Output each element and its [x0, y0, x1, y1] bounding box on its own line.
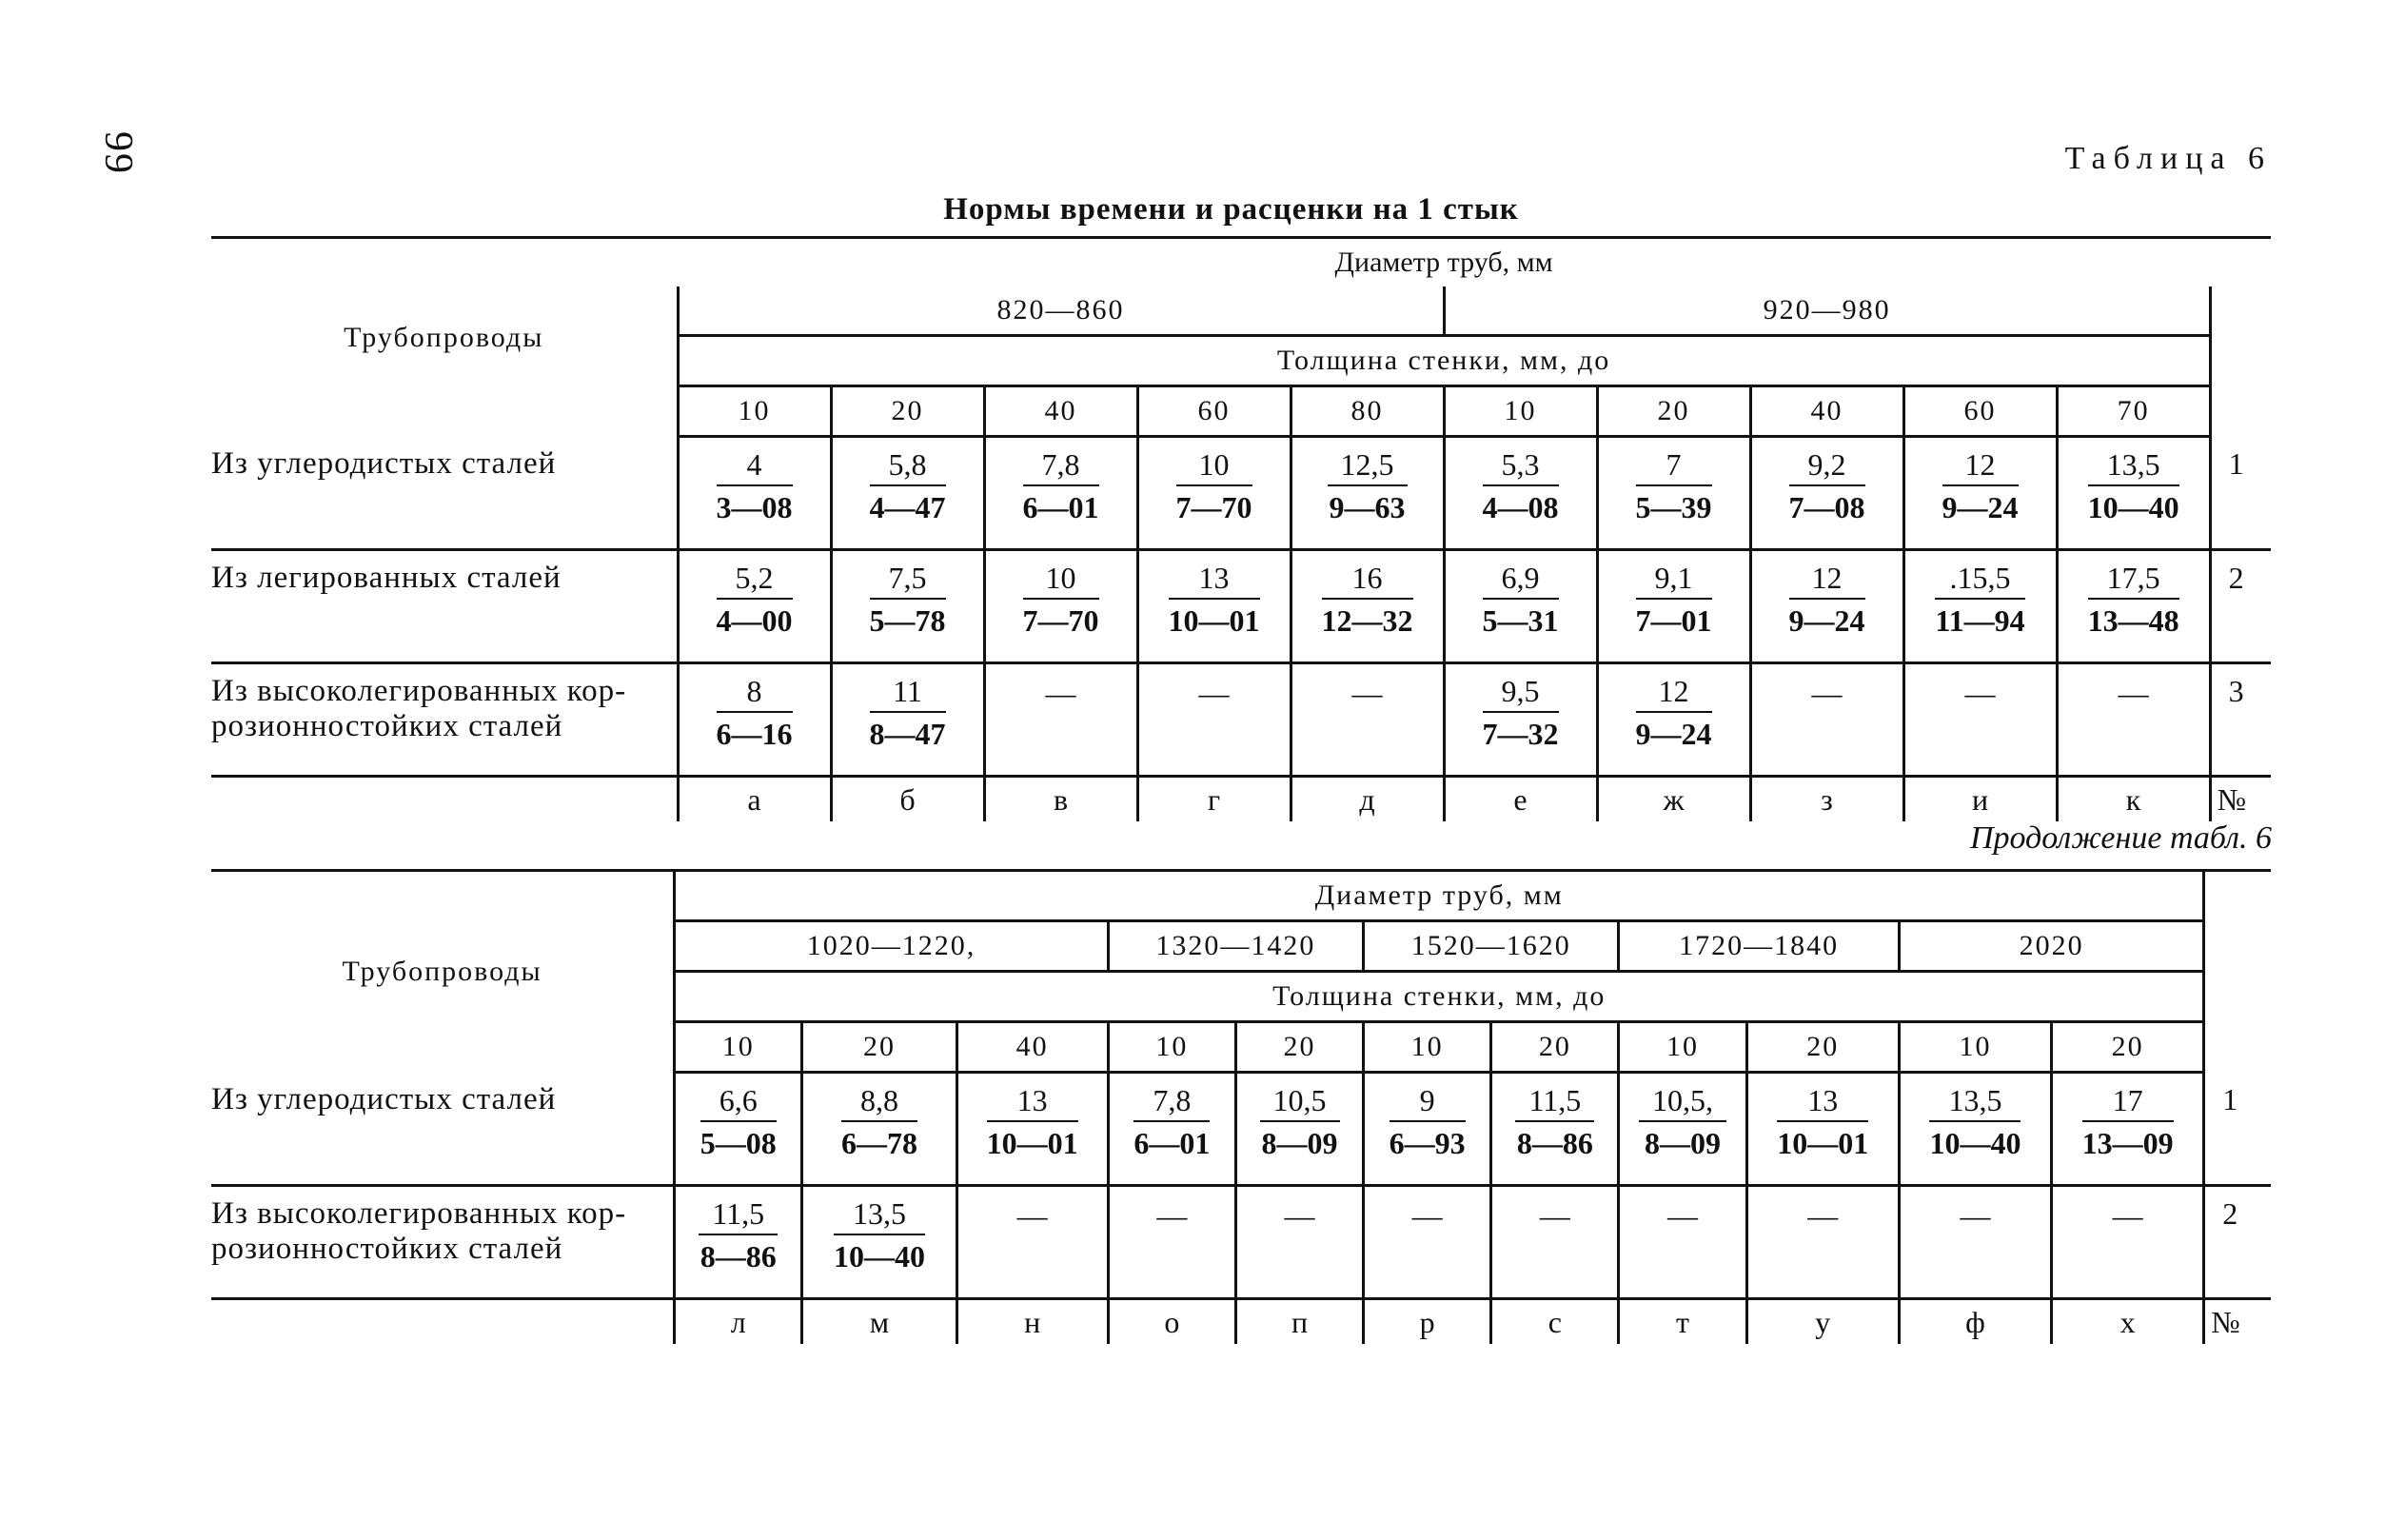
rate-value: 10—01 [1168, 602, 1260, 638]
row-name: Из углеродистых сталей [211, 437, 678, 550]
time-rate-fraction [717, 561, 793, 641]
thickness-value: 10 [1108, 1022, 1235, 1073]
norm-cell [2057, 437, 2210, 550]
time-norm: 8 [717, 674, 793, 713]
norm-cell [1491, 1186, 1619, 1299]
time-rate-fraction [2082, 1083, 2174, 1163]
time-rate-fraction [870, 447, 946, 527]
time-norm: 9,5 [1483, 674, 1559, 713]
rate-value: 5—08 [700, 1125, 777, 1160]
page-number: 99 [96, 131, 140, 175]
norm-cell [1750, 437, 1903, 550]
norm-cell [675, 1073, 802, 1186]
time-norm: 12 [1636, 674, 1712, 713]
rate-value: 6—93 [1389, 1125, 1466, 1160]
norm-cell [1746, 1186, 1899, 1299]
norm-cell [984, 663, 1137, 777]
rate-value: 4—00 [716, 602, 793, 638]
norm-cell [831, 550, 984, 663]
norm-cell [2057, 550, 2210, 663]
time-rate-fraction [1483, 447, 1559, 527]
time-norm: 12 [1789, 561, 1865, 600]
norm-cell [675, 1186, 802, 1299]
time-rate-fraction [2088, 447, 2179, 527]
norm-cell [1235, 1073, 1363, 1186]
norm-cell [1291, 550, 1444, 663]
rate-value: 12—32 [1321, 602, 1413, 638]
thickness-value: 60 [1137, 386, 1291, 437]
time-rate-fraction [1023, 561, 1099, 641]
row-number: 1 [2204, 1073, 2271, 1186]
time-norm: .15,5 [1935, 561, 2024, 600]
time-norm: 10,5 [1260, 1083, 1340, 1122]
time-rate-fraction [700, 1083, 777, 1163]
empty-dash: — [1016, 1198, 1048, 1233]
norm-cell [1444, 663, 1597, 777]
norm-cell [1235, 1186, 1363, 1299]
empty-dash: — [1811, 676, 1843, 710]
rate-value: 7—32 [1482, 716, 1559, 751]
norm-cell [802, 1073, 956, 1186]
time-rate-fraction [1328, 447, 1408, 527]
norm-cell [956, 1186, 1108, 1299]
time-rate-fraction [1176, 447, 1252, 527]
thickness-value: 20 [1746, 1022, 1899, 1073]
time-norm: 4 [717, 447, 793, 486]
column-letter: с [1491, 1299, 1619, 1345]
time-norm: 11 [870, 674, 946, 713]
column-letter: г [1137, 777, 1291, 822]
thickness-value: 20 [802, 1022, 956, 1073]
time-rate-fraction [1134, 1083, 1210, 1163]
norm-cell [1746, 1073, 1899, 1186]
time-rate-fraction [1929, 1083, 2021, 1163]
norm-cell [1137, 663, 1291, 777]
time-rate-fraction [1260, 1083, 1340, 1163]
rate-value: 9—24 [1942, 489, 2019, 524]
thickness-value: 10 [1619, 1022, 1746, 1073]
norm-cell [1364, 1073, 1491, 1186]
time-norm: 7,8 [1023, 447, 1099, 486]
rate-value: 7—01 [1635, 602, 1712, 638]
time-norm: 13 [1169, 561, 1260, 600]
time-norm: 10,5, [1639, 1083, 1726, 1122]
rate-value: 7—08 [1788, 489, 1865, 524]
time-norm: 6,6 [700, 1083, 777, 1122]
time-norm: 9,1 [1636, 561, 1712, 600]
norm-cell [678, 437, 831, 550]
row-number: 1 [2210, 437, 2271, 550]
time-norm: 13,5 [2088, 447, 2179, 486]
time-rate-fraction [987, 1083, 1078, 1163]
table-row [211, 1073, 2271, 1186]
norm-cell [2052, 1186, 2204, 1299]
time-rate-fraction [699, 1196, 778, 1276]
norm-cell [1619, 1186, 1746, 1299]
time-rate-fraction [841, 1083, 917, 1163]
norm-cell [1899, 1073, 2051, 1186]
time-rate-fraction [870, 674, 946, 754]
time-norm: 13 [987, 1083, 1078, 1122]
norm-cell [1444, 437, 1597, 550]
diameter-group: 2020 [1899, 921, 2203, 972]
row-number: 3 [2210, 663, 2271, 777]
time-rate-fraction [717, 674, 793, 754]
column-letter: а [678, 777, 831, 822]
empty-dash: — [1807, 1198, 1839, 1233]
rate-value: 7—70 [1175, 489, 1252, 524]
thickness-value: 10 [1899, 1022, 2051, 1073]
table-label: Таблица 6 [2064, 141, 2272, 176]
time-norm: 17 [2082, 1083, 2174, 1122]
norm-cell [831, 437, 984, 550]
thickness-value: 20 [1235, 1022, 1363, 1073]
time-norm: 10 [1023, 561, 1099, 600]
diameter-header: Диаметр труб, мм [675, 871, 2204, 921]
row-name: Из высоколегированных кор-розионностойких сталей [211, 1186, 675, 1299]
time-norm: 7,5 [870, 561, 946, 600]
diameter-header: Диаметр труб, мм [678, 238, 2210, 287]
time-rate-fraction [1023, 447, 1099, 527]
letters-blank [211, 777, 678, 822]
time-rate-fraction [1322, 561, 1413, 641]
rate-value: 13—09 [2081, 1125, 2174, 1160]
time-norm: 9 [1390, 1083, 1466, 1122]
table-row [211, 550, 2271, 663]
norm-cell [2057, 663, 2210, 777]
diameter-group: 1520—1620 [1364, 921, 1619, 972]
norm-cell [831, 663, 984, 777]
number-sign: № [2210, 777, 2271, 822]
time-norm: 12 [1942, 447, 2019, 486]
thickness-value: 20 [831, 386, 984, 437]
time-norm: 17,5 [2088, 561, 2179, 600]
time-norm: 13,5 [834, 1196, 925, 1235]
norm-cell [1750, 663, 1903, 777]
column-letter: р [1364, 1299, 1491, 1345]
empty-dash: — [1156, 1198, 1188, 1233]
time-rate-fraction [1636, 561, 1712, 641]
number-sign: № [2204, 1299, 2271, 1345]
column-letter: у [1746, 1299, 1899, 1345]
column-letter: т [1619, 1299, 1746, 1345]
time-norm: 5,3 [1483, 447, 1559, 486]
diameter-group: 1320—1420 [1108, 921, 1363, 972]
time-rate-fraction [1777, 1083, 1868, 1163]
time-rate-fraction [1636, 674, 1712, 754]
thickness-value: 40 [956, 1022, 1108, 1073]
time-norm: 11,5 [1515, 1083, 1594, 1122]
norm-cell [1903, 550, 2057, 663]
rate-value: 3—08 [716, 489, 793, 524]
time-norm: 5,2 [717, 561, 793, 600]
norms-table-2 [211, 869, 2271, 1344]
thickness-value: 20 [2052, 1022, 2204, 1073]
rate-value: 7—70 [1022, 602, 1099, 638]
norm-cell [1619, 1073, 1746, 1186]
column-letter: о [1108, 1299, 1235, 1345]
pipelines-header: Трубопроводы [211, 871, 675, 1073]
column-letter: к [2057, 777, 2210, 822]
norm-cell [1364, 1186, 1491, 1299]
time-norm: 8,8 [841, 1083, 917, 1122]
norm-cell [1899, 1186, 2051, 1299]
time-rate-fraction [1789, 561, 1865, 641]
time-norm: 6,9 [1483, 561, 1559, 600]
norm-cell [1903, 437, 2057, 550]
norm-cell [1597, 550, 1750, 663]
rate-value: 8—09 [1261, 1125, 1338, 1160]
diameter-group: 920—980 [1444, 286, 2210, 336]
table-row [211, 1186, 2271, 1299]
norm-cell [1108, 1073, 1235, 1186]
column-letter: и [1903, 777, 2057, 822]
row-name: Из легированных сталей [211, 550, 678, 663]
time-rate-fraction [1515, 1083, 1594, 1163]
empty-dash: — [1284, 1198, 1315, 1233]
diameter-group: 820—860 [678, 286, 1444, 336]
time-norm: 13 [1777, 1083, 1868, 1122]
norm-cell [1597, 663, 1750, 777]
norm-cell [956, 1073, 1108, 1186]
empty-dash: — [2118, 676, 2149, 710]
rate-value: 6—01 [1134, 1125, 1211, 1160]
norm-cell [678, 550, 831, 663]
time-rate-fraction [1935, 561, 2024, 641]
norm-cell [1597, 437, 1750, 550]
rate-value: 9—63 [1329, 489, 1406, 524]
thickness-value: 10 [678, 386, 831, 437]
norm-cell [984, 437, 1137, 550]
thickness-header: Толщина стенки, мм, до [675, 972, 2204, 1022]
time-rate-fraction [1390, 1083, 1466, 1163]
time-rate-fraction [1639, 1083, 1726, 1163]
norm-cell [1750, 550, 1903, 663]
time-rate-fraction [1169, 561, 1260, 641]
empty-dash: — [1667, 1198, 1699, 1233]
rate-value: 8—09 [1645, 1125, 1722, 1160]
rate-value: 6—16 [716, 716, 793, 751]
time-norm: 7,8 [1134, 1083, 1210, 1122]
rate-value: 5—39 [1635, 489, 1712, 524]
time-rate-fraction [2088, 561, 2179, 641]
time-rate-fraction [1636, 447, 1712, 527]
rate-value: 13—48 [2087, 602, 2179, 638]
thickness-value: 20 [1597, 386, 1750, 437]
rate-value: 5—31 [1482, 602, 1559, 638]
norm-cell [984, 550, 1137, 663]
rate-value: 6—01 [1022, 489, 1099, 524]
table-row [211, 437, 2271, 550]
column-letter: е [1444, 777, 1597, 822]
empty-dash: — [1198, 676, 1230, 710]
time-norm: 11,5 [699, 1196, 778, 1235]
norm-cell [1137, 437, 1291, 550]
norm-cell [1491, 1073, 1619, 1186]
rate-value: 11—94 [1935, 602, 2025, 638]
empty-dash: — [1411, 1198, 1443, 1233]
time-rate-fraction [834, 1196, 925, 1276]
norm-cell [1444, 550, 1597, 663]
pipelines-header: Трубопроводы [211, 238, 678, 437]
row-number: 2 [2204, 1186, 2271, 1299]
column-letter: д [1291, 777, 1444, 822]
time-rate-fraction [1483, 561, 1559, 641]
column-letter: м [802, 1299, 956, 1345]
thickness-value: 10 [1364, 1022, 1491, 1073]
rate-value: 8—86 [700, 1238, 777, 1273]
column-letter: б [831, 777, 984, 822]
column-letter: з [1750, 777, 1903, 822]
column-letter: ф [1899, 1299, 2051, 1345]
column-letter: ж [1597, 777, 1750, 822]
rate-value: 5—78 [869, 602, 946, 638]
norm-cell [1137, 550, 1291, 663]
norm-cell [802, 1186, 956, 1299]
time-norm: 9,2 [1789, 447, 1865, 486]
empty-dash: — [1539, 1198, 1570, 1233]
rate-value: 9—24 [1635, 716, 1712, 751]
thickness-value: 20 [1491, 1022, 1619, 1073]
column-letter: х [2052, 1299, 2204, 1345]
norm-cell [678, 663, 831, 777]
column-letter: п [1235, 1299, 1363, 1345]
time-rate-fraction [870, 561, 946, 641]
rate-value: 8—47 [869, 716, 946, 751]
time-norm: 16 [1322, 561, 1413, 600]
rate-value: 10—40 [2087, 489, 2179, 524]
rate-value: 10—01 [1777, 1125, 1869, 1160]
thickness-value: 60 [1903, 386, 2057, 437]
column-letter: н [956, 1299, 1108, 1345]
rate-value: 9—24 [1788, 602, 1865, 638]
norms-table-1 [211, 236, 2271, 821]
rate-value: 10—40 [833, 1238, 925, 1273]
diameter-group: 1720—1840 [1619, 921, 1899, 972]
norm-cell [1903, 663, 2057, 777]
time-rate-fraction [1942, 447, 2019, 527]
column-letter: в [984, 777, 1137, 822]
row-number: 2 [2210, 550, 2271, 663]
time-norm: 12,5 [1328, 447, 1408, 486]
time-rate-fraction [1483, 674, 1559, 754]
norm-cell [1291, 663, 1444, 777]
thickness-value: 10 [1444, 386, 1597, 437]
empty-dash: — [1960, 1198, 1991, 1233]
thickness-value: 10 [675, 1022, 802, 1073]
thickness-header: Толщина стенки, мм, до [678, 336, 2210, 386]
time-norm: 10 [1176, 447, 1252, 486]
letters-blank [211, 1299, 675, 1345]
time-norm: 13,5 [1929, 1083, 2021, 1122]
time-norm: 7 [1636, 447, 1712, 486]
thickness-value: 40 [984, 386, 1137, 437]
rate-value: 4—47 [869, 489, 946, 524]
rate-value: 4—08 [1482, 489, 1559, 524]
empty-dash: — [2112, 1198, 2143, 1233]
rate-value: 6—78 [840, 1125, 917, 1160]
rate-value: 10—01 [986, 1125, 1078, 1160]
time-rate-fraction [717, 447, 793, 527]
thickness-value: 70 [2057, 386, 2210, 437]
thickness-value: 40 [1750, 386, 1903, 437]
rate-value: 8—86 [1516, 1125, 1593, 1160]
continuation-label: Продолжение табл. 6 [1969, 820, 2272, 856]
table-row [211, 663, 2271, 777]
empty-dash: — [1964, 676, 1996, 710]
norm-cell [1108, 1186, 1235, 1299]
norm-cell [2052, 1073, 2204, 1186]
thickness-value: 80 [1291, 386, 1444, 437]
time-norm: 5,8 [870, 447, 946, 486]
row-name: Из углеродистых сталей [211, 1073, 675, 1186]
time-rate-fraction [1789, 447, 1865, 527]
table-title: Нормы времени и расценки на 1 стык [943, 192, 1519, 227]
column-letter: л [675, 1299, 802, 1345]
diameter-group: 1020—1220, [675, 921, 1109, 972]
row-name: Из высоколегированных кор-розионностойких сталей [211, 663, 678, 777]
empty-dash: — [1351, 676, 1383, 710]
empty-dash: — [1045, 676, 1076, 710]
rate-value: 10—40 [1929, 1125, 2021, 1160]
norm-cell [1291, 437, 1444, 550]
